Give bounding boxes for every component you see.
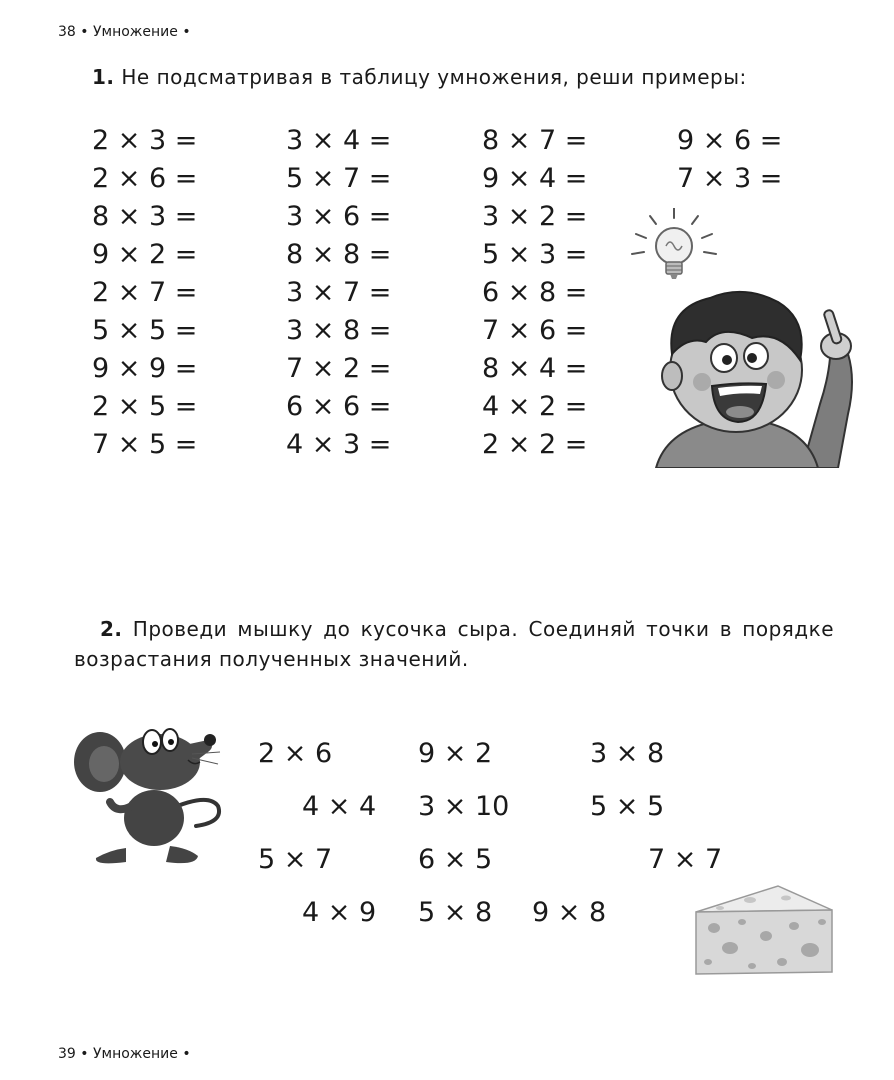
exercise: 5 × 5 = [92,315,198,346]
exercise: 6 × 8 = [482,277,588,308]
exercise: 2 × 3 = [92,125,198,156]
exercise: 3 × 6 = [286,201,392,232]
exercise-column-4 [677,122,782,198]
exercise: 9 × 4 = [482,163,588,194]
path-example: 2 × 6 [258,738,333,769]
task-1-instruction [92,62,812,92]
exercise: 8 × 4 = [482,353,588,384]
task-2-number: 2. [100,617,123,641]
task-2-text: Проведи мышку до кусочка сыра. Соединяй точки в порядке возрастания полученных значений. [74,617,835,671]
path-example: 3 × 8 [590,738,665,769]
exercise: 7 × 2 = [286,353,392,384]
path-example: 4 × 4 [302,791,377,822]
task-2-instruction [74,614,834,674]
exercise-column-2 [286,122,391,464]
path-example: 3 × 10 [418,791,510,822]
exercise-column-1 [92,122,197,464]
exercise: 6 × 6 = [286,391,392,422]
path-example: 7 × 7 [648,844,723,875]
exercise: 3 × 4 = [286,125,392,156]
task-1-text: Не подсматривая в таблицу умножения, реши примеры: [121,65,747,89]
path-example: 5 × 8 [418,897,493,928]
page-header-top: 38 • Умножение • [58,24,191,40]
cheese-illustration [690,882,838,978]
exercise: 9 × 9 = [92,353,198,384]
boy-illustration [652,284,892,468]
light-bulb-illustration [626,208,722,288]
exercise: 7 × 3 = [677,163,783,194]
exercise: 3 × 2 = [482,201,588,232]
exercise: 4 × 2 = [482,391,588,422]
path-example: 6 × 5 [418,844,493,875]
exercise: 7 × 5 = [92,429,198,460]
exercise: 2 × 7 = [92,277,198,308]
task-1-number: 1. [92,65,115,89]
exercise: 8 × 8 = [286,239,392,270]
mouse-illustration [70,722,230,868]
exercise: 8 × 3 = [92,201,198,232]
exercise: 5 × 7 = [286,163,392,194]
path-example: 5 × 7 [258,844,333,875]
exercise: 3 × 8 = [286,315,392,346]
path-example: 9 × 2 [418,738,493,769]
exercise: 8 × 7 = [482,125,588,156]
exercise: 4 × 3 = [286,429,392,460]
exercise: 3 × 7 = [286,277,392,308]
exercise: 2 × 5 = [92,391,198,422]
exercise: 7 × 6 = [482,315,588,346]
exercise: 2 × 6 = [92,163,198,194]
exercise-column-3 [482,122,587,464]
exercise: 2 × 2 = [482,429,588,460]
path-example: 4 × 9 [302,897,377,928]
page-header-bottom: 39 • Умножение • [58,1046,191,1062]
path-example: 5 × 5 [590,791,665,822]
exercise: 9 × 2 = [92,239,198,270]
exercise: 9 × 6 = [677,125,783,156]
path-example: 9 × 8 [532,897,607,928]
exercise: 5 × 3 = [482,239,588,270]
